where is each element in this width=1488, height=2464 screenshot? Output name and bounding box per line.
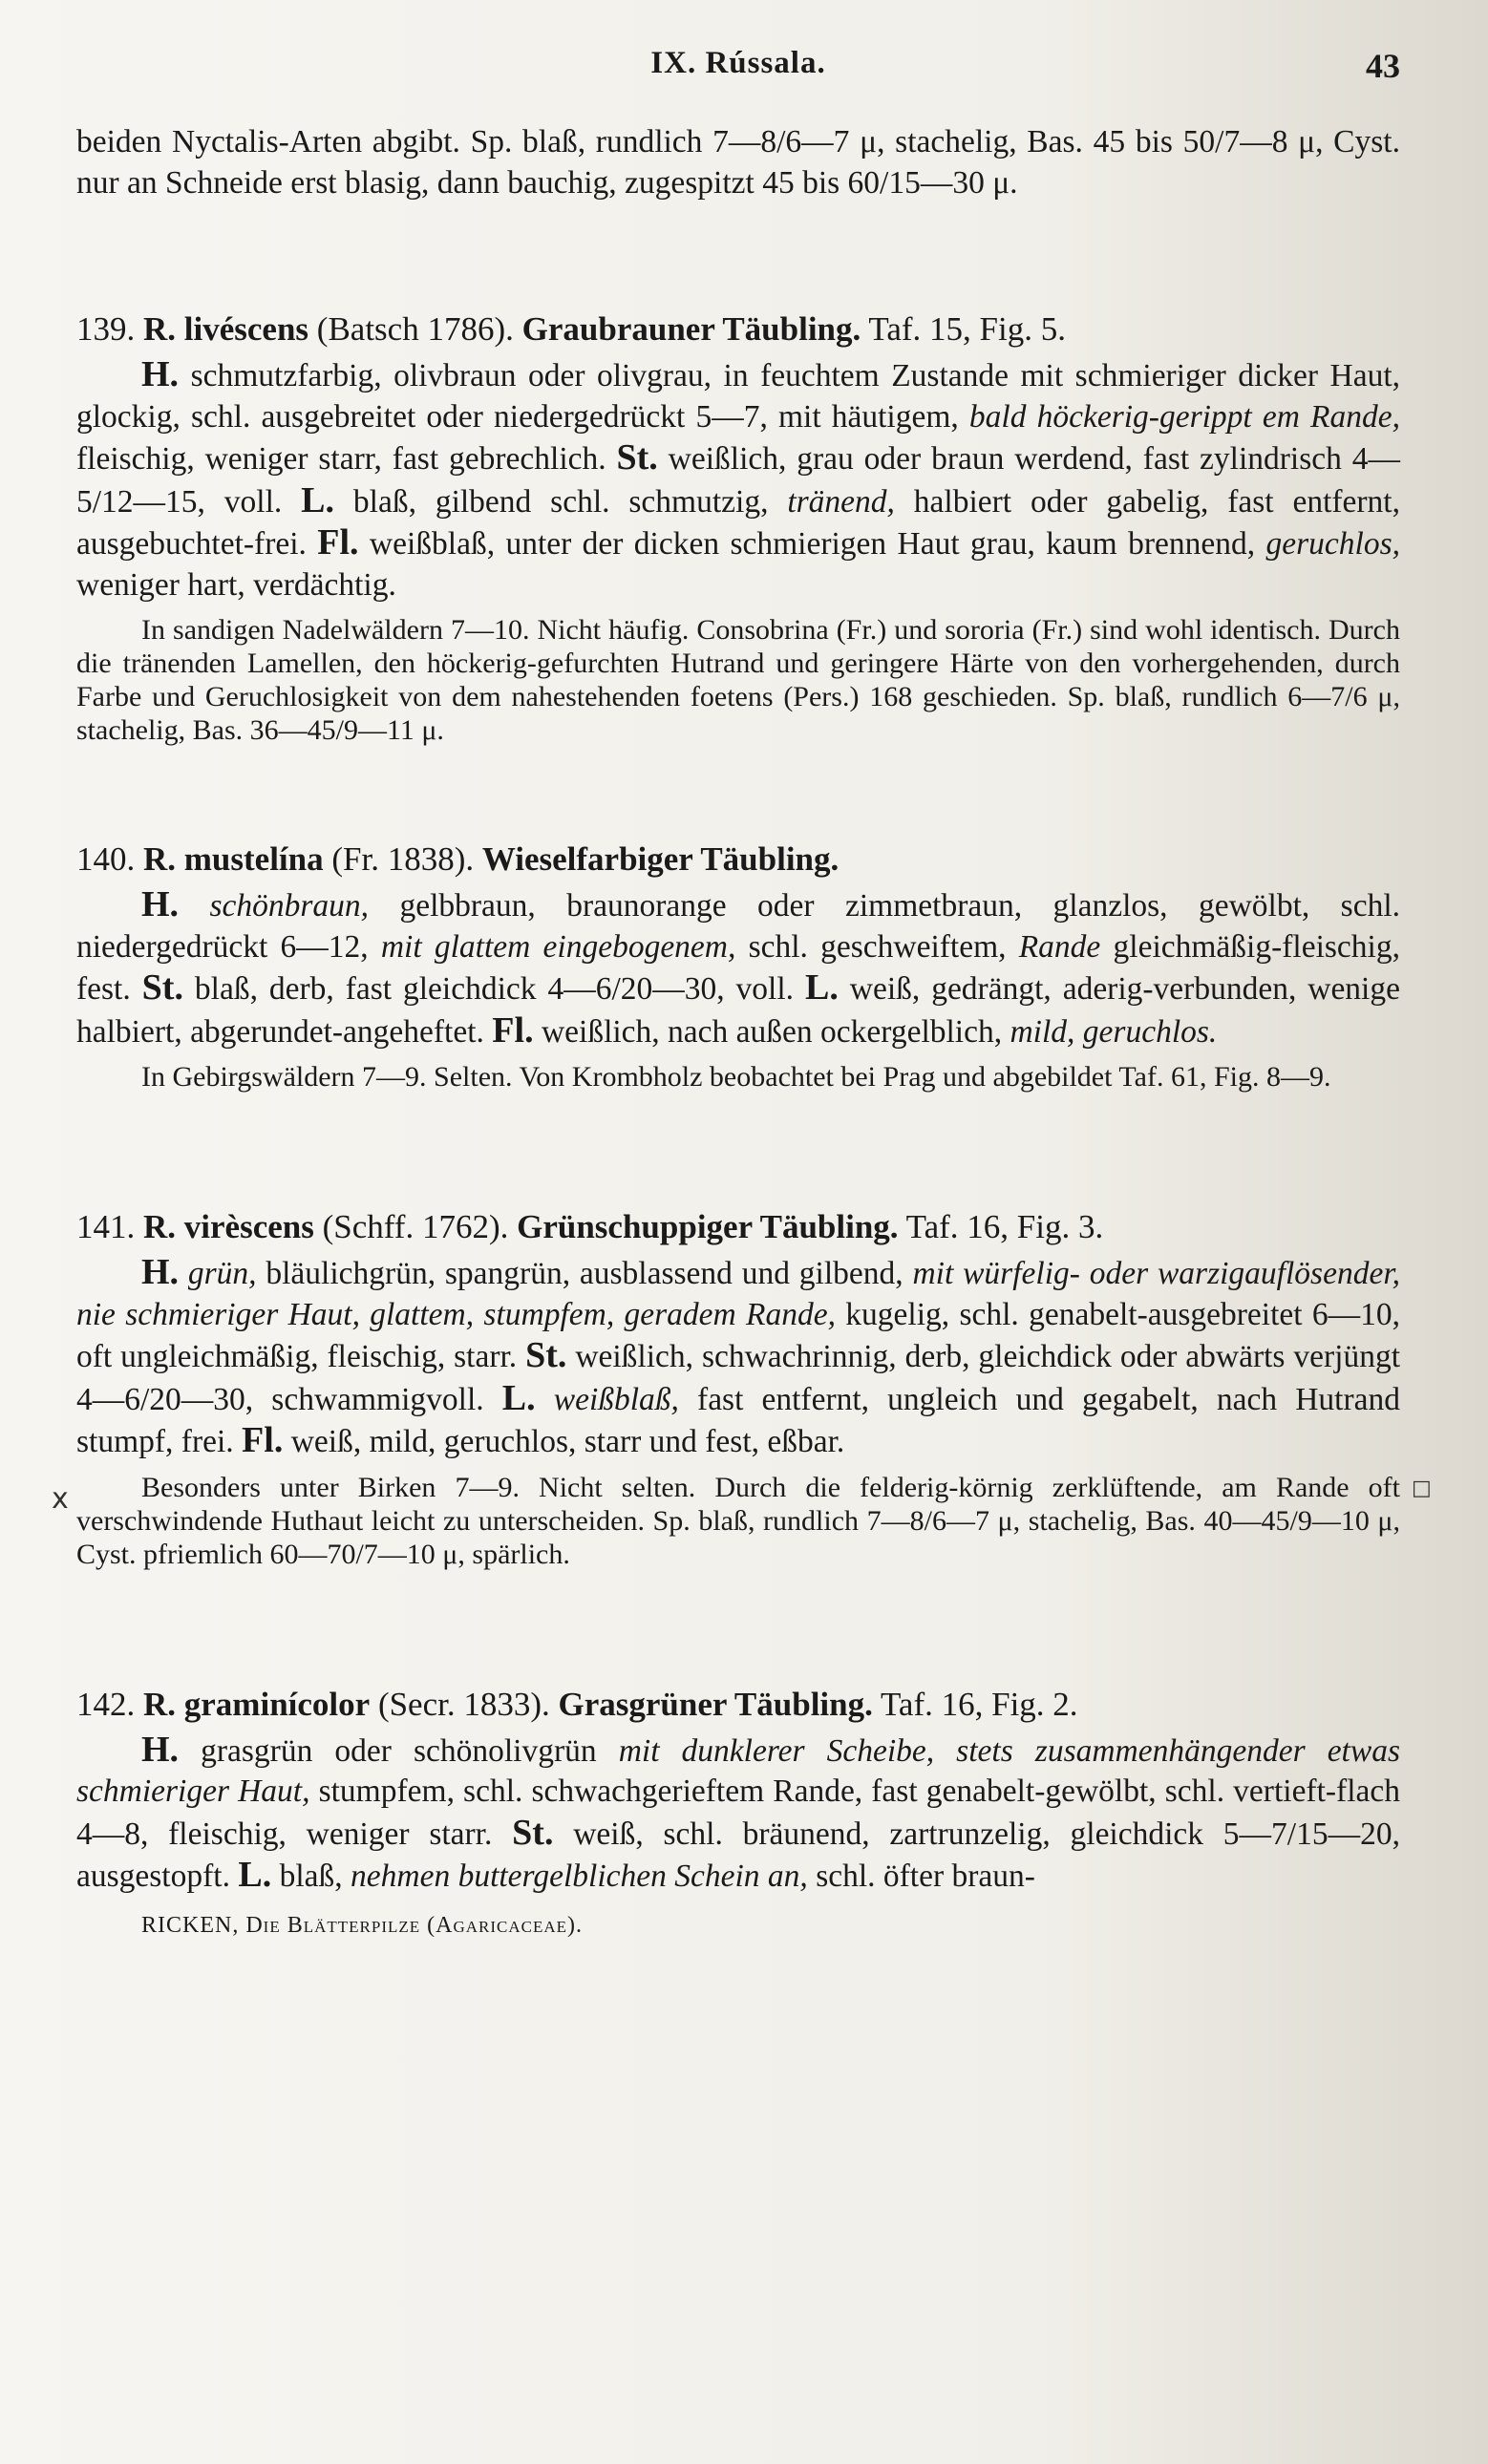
text-run: blaß, derb, fast gleichdick 4—6/20—30, voll. [182, 971, 805, 1007]
text-run: halbiert oder gabelig, fast entfernt, ausgebuchtet-frei. [76, 483, 1400, 562]
italic-phrase: weißblaß, [553, 1381, 679, 1417]
text-run: weiß, gedrängt, aderig-verbunden, wenige halbiert, abgerundet-angeheftet. [76, 971, 1400, 1050]
italic-phrase: mit würfelig- oder warzigauflösender, nie schmieriger Haut, glattem, stumpfem, geradem Rande, [76, 1256, 1401, 1332]
field-label: L. [501, 1377, 536, 1418]
text-run: kugelig, schl. genabelt-ausgebreitet 6—10, oft ungleichmäßig, fleischig, starr. [76, 1296, 1400, 1374]
left-margin-mark: x [52, 1482, 69, 1516]
species-entry [76, 839, 1400, 1094]
common-name: Grasgrüner Täubling. [558, 1685, 873, 1723]
page-number: 43 [1366, 47, 1400, 85]
running-head: IX. Rússala. [650, 46, 826, 80]
entry-heading [76, 308, 1400, 350]
text-run: weißblaß, unter der dicken schmierigen Haut grau, kaum brennend, [358, 526, 1266, 562]
italic-phrase: tränend, [787, 483, 895, 520]
page-footer: RICKEN, Die Blätterpilze (Agaricaceae). [141, 1912, 584, 1938]
field-label: H. [141, 884, 180, 924]
entry-description [76, 1730, 1400, 1898]
field-label: H. [141, 1252, 180, 1292]
entry-number: 141. [76, 1208, 136, 1245]
species-author: (Batsch 1786). [316, 310, 514, 348]
italic-phrase: mit dunklerer Scheibe, stets zusammenhängender etwas schmieriger Haut, [76, 1732, 1400, 1809]
species-author: (Schff. 1762). [322, 1208, 509, 1245]
entry-note: In Gebirgswäldern 7—9. Selten. Von Krombholz beobachtet bei Prag und abgebildet Taf. 61, Fig. 8—9. [141, 1061, 1331, 1093]
text-run: weißlich, grau oder braun werdend, fast zylindrisch 4—5/12—15, voll. [76, 441, 1400, 520]
text-run: bläulichgrün, spangrün, ausblassend und gilbend, [256, 1256, 913, 1291]
species-name: R. livéscens [143, 310, 309, 348]
field-label: St. [616, 437, 658, 478]
field-label: St. [525, 1335, 567, 1375]
field-label: Fl. [492, 1009, 534, 1051]
field-label: St. [512, 1812, 554, 1853]
species-entries [76, 308, 1400, 1898]
species-entry [76, 308, 1400, 747]
text-run: weißlich, schwachrinnig, derb, gleichdick oder abwärts verjüngt 4—6/20—30, schwammigvoll. [76, 1339, 1401, 1417]
species-entry [76, 1206, 1400, 1571]
field-label: L. [804, 967, 839, 1008]
field-label: Fl. [242, 1420, 284, 1460]
field-label: St. [141, 967, 183, 1008]
text-run: fast entfernt, ungleich und gegabelt, nach Hutrand stumpf, frei. [76, 1381, 1401, 1459]
plate-reference: Taf. 16, Fig. 3. [905, 1208, 1104, 1245]
species-name: R. graminícolor [143, 1685, 371, 1723]
page-header [76, 46, 1400, 103]
right-margin-mark: □ [1412, 1476, 1432, 1500]
entry-heading [76, 839, 1400, 881]
text-run: gelbbraun, braunorange oder zimmetbraun, glanzlos, gewölbt, schl. niedergedrückt 6—12, [76, 888, 1401, 965]
plate-reference: Taf. 15, Fig. 5. [868, 310, 1066, 348]
text-run: schl. geschweiftem, [735, 928, 1019, 965]
species-author: (Fr. 1838). [331, 840, 475, 878]
italic-phrase: bald höckerig-gerippt em Rande, [968, 398, 1400, 435]
text-run: stumpfem, schl. schwachgerieftem Rande, fast genabelt-gewölbt, schl. vertieft-flach 4—8, fleischig, weniger starr. [76, 1774, 1401, 1852]
italic-phrase: schönbraun, [209, 888, 370, 924]
entry-description [76, 354, 1400, 605]
entry-number: 139. [76, 310, 136, 348]
entry-heading [76, 1206, 1400, 1248]
entry-note: Besonders unter Birken 7—9. Nicht selten. Durch die felderig-körnig zerklüftende, am Rande oft verschwindende Huthaut leicht zu unterscheiden. Sp. blaß, rundlich 7—8/6—7 μ, stachelig, Bas. 40—45/9—10 μ, Cyst. pfriemlich 60—70/7—10 μ, spärlich. [76, 1471, 1400, 1570]
field-label: L. [238, 1855, 272, 1895]
entry-note: In sandigen Nadelwäldern 7—10. Nicht häufig. Consobrina (Fr.) und sororia (Fr.) sind wohl identisch. Durch die tränenden Lamellen, den höckerig-gefurchten Hutrand und geringere Härte von den vorhergehenden, durch Farbe und Geruchlosigkeit von dem nahestehenden foetens (Pers.) 168 geschieden. Sp. blaß, rundlich 6—7/6 μ, stachelig, Bas. 36—45/9—11 μ. [76, 614, 1400, 746]
entry-description [76, 884, 1400, 1052]
opening-paragraph: beiden Nyctalis-Arten abgibt. Sp. blaß, rundlich 7—8/6—7 μ, stachelig, Bas. 45 bis 50/7—8 μ, Cyst. nur an Schneide erst blasig, dann bauchig, zugespitzt 45 bis 60/15—30 μ. [76, 124, 1400, 201]
entry-description [76, 1252, 1400, 1463]
species-name: R. mustelína [143, 840, 324, 878]
field-label: L. [301, 479, 335, 520]
text-run: fleischig, weniger starr, fast gebrechlich. [76, 441, 617, 477]
entry-number: 142. [76, 1685, 136, 1723]
text-run: weiß, schl. bräunend, zartrunzelig, gleichdick 5—7/15—20, ausgestopft. [76, 1816, 1400, 1894]
common-name: Graubrauner Täubling. [521, 310, 861, 348]
italic-phrase: Rande [1018, 928, 1101, 965]
text-run: blaß, [271, 1859, 351, 1894]
common-name: Grünschuppiger Täubling. [517, 1208, 899, 1245]
text-run: weniger hart, verdächtig. [76, 566, 396, 603]
field-label: H. [141, 354, 180, 394]
species-author: (Secr. 1833). [377, 1685, 550, 1723]
text-run: schl. öfter braun- [807, 1859, 1035, 1894]
plate-reference: Taf. 16, Fig. 2. [880, 1685, 1078, 1723]
entry-heading [76, 1684, 1400, 1726]
text-run: blaß, gilbend schl. schmutzig, [334, 483, 788, 520]
italic-phrase: nehmen buttergelblichen Schein an, [351, 1859, 808, 1894]
text-run [536, 1382, 554, 1417]
text-run [179, 888, 209, 924]
text-run: gleichmäßig-fleischig, fest. [76, 928, 1400, 1007]
text-run: weißlich, nach außen ockergelblich, [533, 1013, 1010, 1050]
field-label: Fl. [317, 522, 359, 563]
text-run: schmutzfarbig, olivbraun oder olivgrau, in feuchtem Zustande mit schmieriger dicker Haut, glockig, schl. ausgebreitet oder niedergedrückt 5—7, mit häutigem, [76, 358, 1400, 435]
italic-phrase: geruchlos, [1265, 526, 1400, 562]
text-run: grasgrün oder schönolivgrün [179, 1732, 619, 1769]
italic-phrase: mit glattem eingebogenem, [380, 928, 736, 965]
species-entry [76, 1684, 1400, 1898]
italic-phrase: grün, [187, 1256, 257, 1291]
species-name: R. virèscens [143, 1208, 314, 1245]
entry-number: 140. [76, 840, 136, 878]
field-label: H. [141, 1729, 180, 1770]
common-name: Wieselfarbiger Täubling. [481, 840, 840, 878]
text-run [179, 1256, 188, 1291]
italic-phrase: mild, geruchlos. [1010, 1013, 1218, 1050]
text-run: weiß, mild, geruchlos, starr und fest, eßbar. [283, 1424, 845, 1459]
